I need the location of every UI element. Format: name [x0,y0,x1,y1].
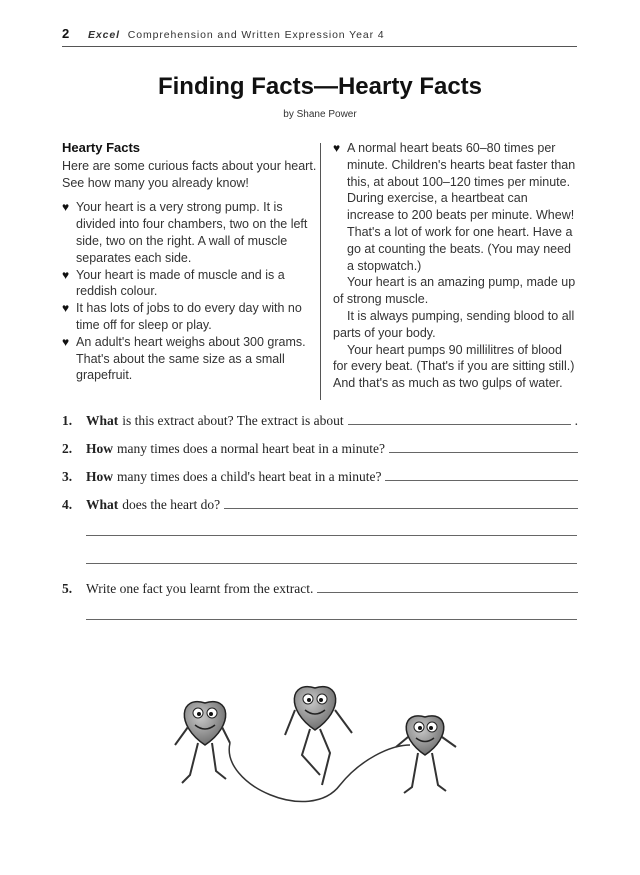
heart-icon: ♥ [62,301,70,316]
left-column [62,140,317,384]
question-number: 1. [62,413,73,428]
series-title: Comprehension and Written Expression Year 4 [127,29,385,41]
question-text: does the heart do? [122,497,221,512]
fact-text: It has lots of jobs to do every day with no time off for sleep or play. [76,301,302,332]
skipping-hearts-illustration [160,675,480,825]
page-title: Finding Facts—Hearty Facts [157,73,483,100]
heart-character-icon [175,702,230,783]
section-heading: Hearty Facts [62,140,141,155]
paragraph: Your heart pumps 90 millilitres of blood for every beat. (That's if you are sitting still.) And that's as much as two gulps of water. [333,342,575,391]
question-2 [62,440,578,457]
heart-icon: ♥ [62,334,70,349]
answer-line[interactable] [385,468,578,481]
question-number: 5. [62,581,73,596]
right-column [333,140,578,392]
column-divider [320,143,321,400]
answer-line[interactable] [86,619,577,620]
question-number: 3. [62,469,73,484]
fact-text: An adult's heart weighs about 300 grams. That's about the same size as a small grapefruit. [76,334,306,383]
question-3 [62,468,578,485]
list-item [333,140,578,274]
list-item [62,199,317,266]
paragraph: It is always pumping, sending blood to all parts of your body. [333,308,575,340]
answer-line[interactable] [317,580,578,593]
page-header [62,26,577,47]
question-text: Write one fact you learnt from the extract. [86,581,314,596]
list-item [62,300,317,334]
answer-line[interactable] [86,535,577,536]
answer-line[interactable] [224,496,578,509]
list-item [62,267,317,301]
question-keyword: What [86,413,119,428]
heart-character-icon [396,716,456,793]
question-5 [62,580,578,597]
question-number: 4. [62,497,73,512]
answer-line[interactable] [389,440,578,453]
question-keyword: What [86,497,119,512]
byline: by Shane Power [283,109,357,120]
heart-icon: ♥ [333,141,341,155]
answer-line[interactable] [348,412,571,425]
fact-text: A normal heart beats 60–80 times per minute. Children's hearts beat faster than this, at about 100–120 times per minute. During exercise, a heartbeat can increase to 200 beats per minute. Whew! That's a lot of work for one heart. Have a go at counting the beats. (You may need a stopwatch.) [347,141,576,273]
answer-line[interactable] [86,563,577,564]
question-keyword: How [86,469,113,484]
question-end: . [574,413,578,428]
heart-character-icon [285,687,352,785]
question-text: many times does a normal heart beat in a minute? [117,441,386,456]
brand-name: Excel [87,29,120,41]
intro-text: Here are some curious facts about your heart. See how many you already know! [62,158,317,190]
question-4 [62,496,578,513]
question-text: is this extract about? The extract is about [122,413,344,428]
paragraph: Your heart is an amazing pump, made up of strong muscle. [333,275,576,307]
list-item [62,334,317,384]
heart-icon: ♥ [62,267,70,282]
question-text: many times does a child's heart beat in a minute? [117,469,382,484]
fact-list [62,199,317,384]
fact-text: Your heart is a very strong pump. It is divided into four chambers, two on the left side, two on the right. A wall of muscle separates each side. [76,200,308,265]
question-number: 2. [62,441,73,456]
rope-icon [229,743,410,802]
fact-text: Your heart is made of muscle and is a reddish colour. [76,267,285,299]
question-keyword: How [86,441,113,456]
page-number: 2 [62,26,71,41]
heart-icon: ♥ [62,200,70,215]
question-1 [62,412,578,429]
